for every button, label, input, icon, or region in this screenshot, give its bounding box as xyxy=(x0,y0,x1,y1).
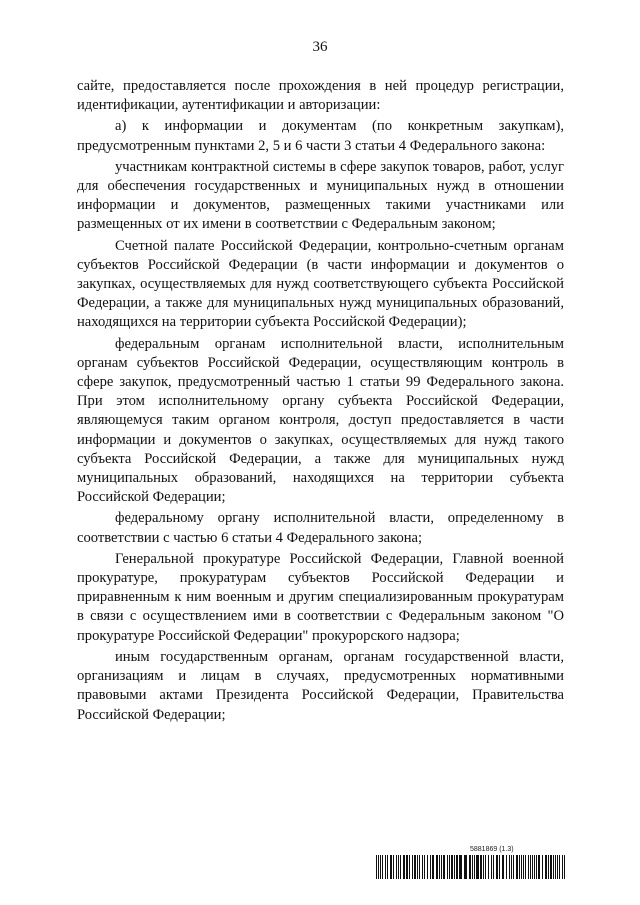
barcode-bar xyxy=(403,855,405,879)
barcode-bar xyxy=(436,855,438,879)
barcode-bar xyxy=(511,855,512,879)
barcode-bar xyxy=(387,855,388,879)
barcode-bar xyxy=(476,855,479,879)
barcode-bar xyxy=(553,855,554,879)
barcode-bar xyxy=(483,855,484,879)
barcode-bar xyxy=(564,855,565,879)
barcode-bar xyxy=(456,855,458,879)
page-number: 36 xyxy=(312,39,328,55)
barcode-bar xyxy=(432,855,434,879)
paragraph-1: сайте, предоставляется после прохождения в ней процедур регистрации, идентификации, аутентификации и авторизации: xyxy=(77,78,564,114)
barcode-bar xyxy=(559,855,560,879)
barcode-bar xyxy=(398,855,399,879)
barcode-bar xyxy=(412,855,413,879)
barcode-bar xyxy=(378,855,379,879)
barcode-bar xyxy=(443,855,445,879)
barcode-bar xyxy=(427,855,428,879)
paragraph-3: участникам контрактной системы в сфере закупок товаров, работ, услуг для обеспечения государственных и муниципальных нужд в отношении информации и документов, размещенных такими участниками или размещенных от их имени в соответствии с Федеральным законом; xyxy=(77,158,564,233)
barcode-bar xyxy=(509,855,510,879)
barcode-bar xyxy=(376,855,377,879)
barcode-bar xyxy=(474,855,475,879)
barcode-bar xyxy=(472,855,473,879)
barcode-bar xyxy=(447,855,448,879)
barcode-bar xyxy=(536,855,537,879)
barcode-bar xyxy=(439,855,440,879)
barcode-bar xyxy=(469,855,471,879)
barcode-bar xyxy=(441,855,442,879)
document-body xyxy=(77,77,564,727)
barcode-bar xyxy=(485,855,486,879)
paragraph-6: федеральному органу исполнительной власти, определенному в соответствии с частью 6 статьи 4 Федерального закона; xyxy=(77,510,564,546)
barcode-bar xyxy=(521,855,522,879)
barcode-bar xyxy=(422,855,423,879)
barcode-bar xyxy=(400,855,401,879)
paragraph-7: Генеральной прокуратуре Российской Федерации, Главной военной прокуратуре, прокуратурам субъектов Российской Федерации и приравненным к ним военным и другим специализированным прокуратурам в связи с осуществлением ими в соответствии с Федеральным законом "О прокуратуре Российской Федерации" прокурорского надзора; xyxy=(77,550,564,644)
paragraph-8: иным государственным органам, органам государственной власти, организациям и лицам в случаях, предусмотренных нормативными правовыми актами Президента Российской Федерации, Правительства Российской Федерации; xyxy=(77,648,564,723)
paragraph-5: федеральным органам исполнительной власти, исполнительным органам субъектов Российской Федерации, осуществляющим контроль в сфере закупок, предусмотренный частью 1 статьи 99 Федерального закона. При этом исполнительному органу субъекта Российской Федерации, являющемуся таким органом контроля, доступ предоставляется в части информации и документов о закупках, осуществляемых для нужд такого субъекта Российской Федерации, а также для муниципальных нужд муниципальных образований, находящихся на территории субъекта Российской Федерации; xyxy=(77,335,564,506)
barcode-bar xyxy=(523,855,524,879)
barcode-bar xyxy=(525,855,526,879)
barcode-bar xyxy=(385,855,386,879)
barcode-bar xyxy=(396,855,397,879)
barcode-bar xyxy=(542,855,543,879)
barcode-bar xyxy=(480,855,482,879)
barcode-bar xyxy=(424,855,425,879)
barcode-bar xyxy=(488,855,489,879)
barcode-bar xyxy=(417,855,418,879)
barcode-bar xyxy=(414,855,416,879)
barcode-bar xyxy=(464,855,467,879)
barcode-bar xyxy=(430,855,431,879)
barcode-bar xyxy=(409,855,410,879)
barcode-bar xyxy=(519,855,520,879)
barcode-bar xyxy=(530,855,531,879)
barcode-bar xyxy=(528,855,529,879)
barcode-bar xyxy=(534,855,535,879)
barcode-bar xyxy=(406,855,408,879)
barcode-bar xyxy=(454,855,455,879)
barcode-bar xyxy=(449,855,450,879)
barcode-bar xyxy=(562,855,563,879)
barcode-bar xyxy=(419,855,420,879)
barcode-bar xyxy=(496,855,498,879)
document-code: 5881869 (1.3) xyxy=(470,846,514,853)
barcode-bar xyxy=(548,855,549,879)
paragraph-2: а) к информации и документам (по конкретным закупкам), предусмотренным пунктами 2, 5 и 6 части 3 статьи 4 Федерального закона: xyxy=(77,118,564,154)
barcode-bar xyxy=(532,855,533,879)
barcode-bar xyxy=(491,855,492,879)
barcode-bar xyxy=(555,855,556,879)
barcode-bar xyxy=(538,855,540,879)
barcode xyxy=(376,855,566,879)
barcode-bar xyxy=(506,855,507,879)
barcode-bar xyxy=(513,855,514,879)
barcode-bar xyxy=(382,855,383,879)
barcode-bar xyxy=(550,855,552,879)
barcode-bar xyxy=(380,855,381,879)
barcode-bar xyxy=(393,855,394,879)
paragraph-4: Счетной палате Российской Федерации, контрольно-счетным органам субъектов Российской Федерации (в части информации и документов о закупках, осуществляемых для нужд соответствующего субъекта Российской Федерации, а также для муниципальных нужд муниципальных образований, находящихся на территории субъекта Российской Федерации); xyxy=(77,237,564,331)
barcode-bar xyxy=(557,855,558,879)
barcode-bar xyxy=(502,855,504,879)
barcode-bar xyxy=(390,855,392,879)
barcode-bar xyxy=(545,855,547,879)
barcode-bar xyxy=(493,855,494,879)
barcode-bar xyxy=(516,855,518,879)
barcode-bar xyxy=(459,855,462,879)
barcode-bar xyxy=(499,855,500,879)
barcode-bar xyxy=(451,855,453,879)
